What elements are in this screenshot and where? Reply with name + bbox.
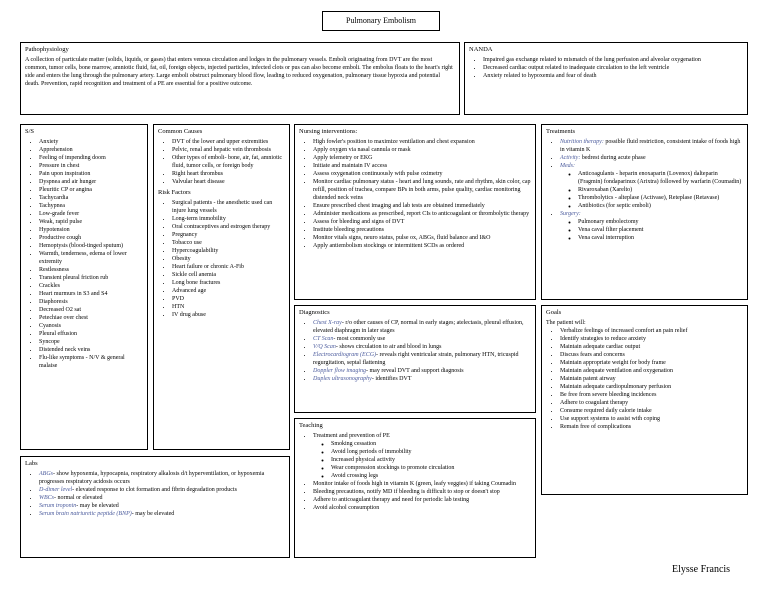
list-item: • Weak, rapid pulse [39, 218, 143, 226]
activity-desc: bedrest during acute phase [581, 155, 646, 161]
list-item [560, 138, 743, 154]
common-causes-box [153, 124, 290, 450]
common-causes-list [158, 138, 285, 186]
list-item: ◦ Avoid crossing legs [331, 472, 531, 480]
signs-symptoms-heading: S/S [25, 128, 35, 135]
list-item: • Pain upon inspiration [39, 170, 143, 178]
nursing-interventions-list [299, 138, 531, 250]
list-item: ◦ Avoid long periods of immobility [331, 448, 531, 456]
list-item: • Crackles [39, 282, 143, 290]
labs-heading: Labs [25, 460, 38, 467]
list-item: • Bleeding precautions, notify MD if bleeding is difficult to stop or doesn't stop [313, 488, 531, 496]
list-item: • Apply telemetry or EKG [313, 154, 531, 162]
list-item: • Surgical patients - the anesthetic used can injure lung vessels [172, 199, 285, 215]
list-item: • Monitor intake of foods high in vitamin K (green, leafy veggies) if taking Coumadin [313, 480, 531, 488]
activity-term: Activity: [560, 155, 581, 161]
list-item: • Oral contraceptives and estrogen therapy [172, 223, 285, 231]
list-item: • Anxiety related to hypoxemia and fear of death [483, 72, 743, 80]
list-item: • Verbalize feelings of increased comfort an pain relief [560, 327, 743, 335]
term: Doppler flow imaging [313, 368, 367, 374]
term-description: - most commonly use [333, 336, 386, 342]
term-description: - normal or elevated [54, 495, 103, 501]
term: Electrocardiogram (ECG) [313, 352, 377, 358]
list-item: ◦ Smoking cessation [331, 440, 531, 448]
list-item: ◦ Vena caval filter placement [578, 226, 743, 234]
list-item: • Apply antiembolism stockings or intermittent SCDs as ordered [313, 242, 531, 250]
list-item: • Identify strategies to reduce anxiety [560, 335, 743, 343]
list-item: • Pelvic, renal and hepatic vein thrombosis [172, 146, 285, 154]
page-title: Pulmonary Embolism [322, 11, 440, 31]
list-item [560, 210, 743, 242]
list-item: • DVT of the lower and upper extremities [172, 138, 285, 146]
pathophysiology-box [20, 42, 460, 115]
list-item: • Petechiae over chest [39, 314, 143, 322]
list-item: • Adhere to coagulant therapy [560, 399, 743, 407]
surgery-term: Surgery: [560, 211, 581, 217]
list-item: • Remain free of complications [560, 423, 743, 431]
list-item: • Decreased O2 sat [39, 306, 143, 314]
list-item: • Other types of emboli- bone, air, fat, amniotic fluid, tumor cells, or foreign body [172, 154, 285, 170]
treatments-list [546, 138, 743, 242]
term-description: - may be elevated [76, 503, 119, 509]
list-item: ◦ Vena caval interruption [578, 234, 743, 242]
nanda-heading: NANDA [469, 46, 493, 53]
list-item: • Long-term immobility [172, 215, 285, 223]
list-item: • Monitor cardiac pulmonary status - heart and lung sounds, rate and rhythm, skin color, cap refill, position of trachea, compare BPs in both arms, pulse quality, cardiac monitoring distended neck veins [313, 178, 531, 202]
list-item: • Avoid alcohol consumption [313, 504, 531, 512]
list-item: • Maintain adequate cardiopulmonary perfusion [560, 383, 743, 391]
goals-list [546, 327, 743, 431]
term: Serum brain natriuretic peptide (BNP) [39, 511, 132, 517]
list-item: • Initiate and maintain IV access [313, 162, 531, 170]
list-item: • Apply oxygen via nasal cannula or mask [313, 146, 531, 154]
term: V/Q Scan [313, 344, 336, 350]
teaching-box [294, 418, 536, 558]
list-item: • Maintain appropriate weight for body frame [560, 359, 743, 367]
pathophysiology-heading: Pathophysiology [25, 46, 69, 53]
list-item: • Maintain patent airway [560, 375, 743, 383]
diagnostics-heading: Diagnostics [299, 309, 330, 316]
treatments-heading: Treatments [546, 128, 576, 135]
list-item: ◦ Pulmonary embolectomy [578, 218, 743, 226]
list-item: • Pregnancy [172, 231, 285, 239]
goals-heading: Goals [546, 309, 562, 316]
list-item: • Consume required daily calorie intake [560, 407, 743, 415]
term: Duplex ultrasonography [313, 376, 372, 382]
list-item: • Transient pleural friction rub [39, 274, 143, 282]
list-item [313, 319, 531, 335]
list-item [313, 343, 531, 351]
labs-box [20, 456, 290, 558]
list-item: • Obesity [172, 255, 285, 263]
list-item: • Tachypnea [39, 202, 143, 210]
list-item: • Impaired gas exchange related to mismatch of the lung perfusion and alveolar oxygenation [483, 56, 743, 64]
nutrition-desc: possible fluid restriction, consistent intake of foods high in vitamin K [560, 139, 741, 153]
list-item: • Maintain adequate cardiac output [560, 343, 743, 351]
list-item: • Heart failure or chronic A-Fib [172, 263, 285, 271]
list-item: • IV drug abuse [172, 311, 285, 319]
list-item: • Valvular heart disease [172, 178, 285, 186]
teaching-first-item: Treatment and prevention of PE [313, 433, 390, 439]
list-item: • High fowler's position to maximize ventilation and chest expansion [313, 138, 531, 146]
term: ABGs [39, 471, 53, 477]
list-item: • Advanced age [172, 287, 285, 295]
list-item: • Pleural effusion [39, 330, 143, 338]
list-item: • Flu-like symptoms - N/V & general malaise [39, 354, 143, 370]
list-item: • Long bone fractures [172, 279, 285, 287]
signs-symptoms-box [20, 124, 148, 450]
list-item: • Feeling of impending doom [39, 154, 143, 162]
list-item [313, 367, 531, 375]
nursing-interventions-box [294, 124, 536, 300]
list-item: • Monitor vitals signs, neuro status, pulse ox, ABGs, fluid balance and I&O [313, 234, 531, 242]
list-item [313, 335, 531, 343]
list-item: • Heart murmurs in S3 and S4 [39, 290, 143, 298]
teaching-list [299, 432, 531, 480]
author-name: Elysse Francis [672, 564, 731, 575]
list-item: • Ensure prescribed chest imaging and lab tests are obtained immediately [313, 202, 531, 210]
term-description: - shows circulation to air and blood in lungs [335, 344, 442, 350]
list-item: • Hypotension [39, 226, 143, 234]
list-item: • Low-grade fever [39, 210, 143, 218]
list-item: • Pressure in chest [39, 162, 143, 170]
teaching-sublist [313, 440, 531, 480]
list-item: • Apprehension [39, 146, 143, 154]
list-item: • Right heart thrombus [172, 170, 285, 178]
list-item: • Distended neck veins [39, 346, 143, 354]
nanda-box [464, 42, 748, 115]
list-item: • Discuss fears and concerns [560, 351, 743, 359]
labs-list [25, 470, 285, 518]
goals-box [541, 305, 748, 495]
list-item: • Hypercoagulability [172, 247, 285, 255]
list-item [39, 502, 285, 510]
risk-factors-heading: Risk Factors [158, 189, 191, 196]
term-description: - may reveal DVT and support diagnosis [366, 368, 464, 374]
list-item: • HTN [172, 303, 285, 311]
list-item: • Pleuritic CP or angina [39, 186, 143, 194]
list-item: • Institute bleeding precautions [313, 226, 531, 234]
list-item: ◦ Anticoagulants - heparin enoxaparin (Lovenox) dalteparin (Fragmin) fondaparinux (Arixtra) followed by warfarin (Coumadin) [578, 170, 743, 186]
list-item: • Restlessness [39, 266, 143, 274]
list-item [560, 154, 743, 162]
list-item: • Assess for bleeding and signs of DVT [313, 218, 531, 226]
term: Chest X-ray [313, 320, 342, 326]
term-description: - may be elevated [131, 511, 175, 517]
list-item: • Syncope [39, 338, 143, 346]
list-item [39, 510, 285, 518]
list-item: ◦ Increased physical activity [331, 456, 531, 464]
nutrition-term: Nutrition therapy: [560, 139, 604, 145]
goals-intro: The patient will: [546, 320, 586, 326]
pathophysiology-text: A collection of particulate matter (solids, liquids, or gases) that enters venous circulation and lodges in the pulmonary vessels. Emboli originating from DVT are the most common, tumor cells, bone marrow, amniotic fluid, fat, oil, foreign objects, injected particles, infected clots or pus can also become emboli. The embolus floats to the heart's right side and enters the lung through the pulmonary artery. Large emboli obstruct pulmonary blood flow, leading to reduced oxygenation, pulmonary tissue hypoxia and potential death. Prevention, rapid recognition and treatment of a PE are essential for a positive outcome. [25, 57, 453, 87]
list-item: • Adhere to anticoagulant therapy and need for periodic lab testing [313, 496, 531, 504]
list-item: • Dyspnea and air hunger [39, 178, 143, 186]
term-description: - show hypoxemia, hypocapnia, respiratory alkalosis d/t hyperventilation, or hypoxemia progresses respiratory acidosis occurs [39, 471, 265, 485]
list-item [313, 351, 531, 367]
term-description: - elevated response to clot formation and fibrin degradation products [72, 487, 237, 493]
list-item: • Decreased cardiac output related to inadequate circulation to the left ventricle [483, 64, 743, 72]
common-causes-heading: Common Causes [158, 128, 203, 135]
meds-list [560, 170, 743, 210]
meds-term: Meds: [560, 163, 575, 169]
list-item: • Assess oxygenation continuously with pulse oximetry [313, 170, 531, 178]
list-item: • Administer medications as prescribed, report CIs to anticoagulant or thrombolytic therapy [313, 210, 531, 218]
term-description: - identifies DVT [371, 376, 412, 382]
list-item: ◦ Thrombolytics - alteplase (Activase), Reteplase (Retavase) [578, 194, 743, 202]
term: WBCs [39, 495, 54, 501]
list-item: • Diaphoresis [39, 298, 143, 306]
list-item [313, 432, 531, 480]
term-description: - reveals right ventricular strain, pulmonary HTN, tricuspid regurgitation, septal flattening [313, 352, 519, 366]
risk-factors-list [158, 199, 285, 319]
list-item: • Maintain adequate ventilation and oxygenation [560, 367, 743, 375]
list-item: • Productive cough [39, 234, 143, 242]
term: Serum troponin [39, 503, 77, 509]
list-item [39, 486, 285, 494]
list-item: • Tachycardia [39, 194, 143, 202]
list-item: • Warmth, tenderness, edema of lower extremity [39, 250, 143, 266]
term: D-dimer level [39, 487, 73, 493]
term-description: - r/o other causes of CP, normal in early stages; atelectasis, pleural effusion, elevated diaphragm in later stages [313, 320, 524, 334]
nanda-list [469, 56, 743, 80]
list-item: • Anxiety [39, 138, 143, 146]
list-item [39, 470, 285, 486]
list-item [39, 494, 285, 502]
list-item: ◦ Rivaroxaban (Xarelto) [578, 186, 743, 194]
list-item [313, 375, 531, 383]
list-item: • PVD [172, 295, 285, 303]
diagnostics-box [294, 305, 536, 413]
term: CT Scan [313, 336, 334, 342]
list-item: • Cyanosis [39, 322, 143, 330]
signs-symptoms-list [25, 138, 143, 370]
list-item: • Use support systems to assist with coping [560, 415, 743, 423]
list-item: • Tobacco use [172, 239, 285, 247]
list-item: • Hemoptysis (blood-tinged sputum) [39, 242, 143, 250]
list-item: ◦ Wear compression stockings to promote circulation [331, 464, 531, 472]
list-item: • Sickle cell anemia [172, 271, 285, 279]
list-item: • Be free from severe bleeding incidences [560, 391, 743, 399]
teaching-heading: Teaching [299, 422, 323, 429]
surgery-list [560, 218, 743, 242]
treatments-box [541, 124, 748, 300]
nursing-interventions-heading: Nursing interventions: [299, 128, 358, 135]
teaching-list-rest [299, 480, 531, 512]
list-item: ◦ Antibiotics (for septic emboli) [578, 202, 743, 210]
diagnostics-list [299, 319, 531, 383]
list-item [560, 162, 743, 210]
